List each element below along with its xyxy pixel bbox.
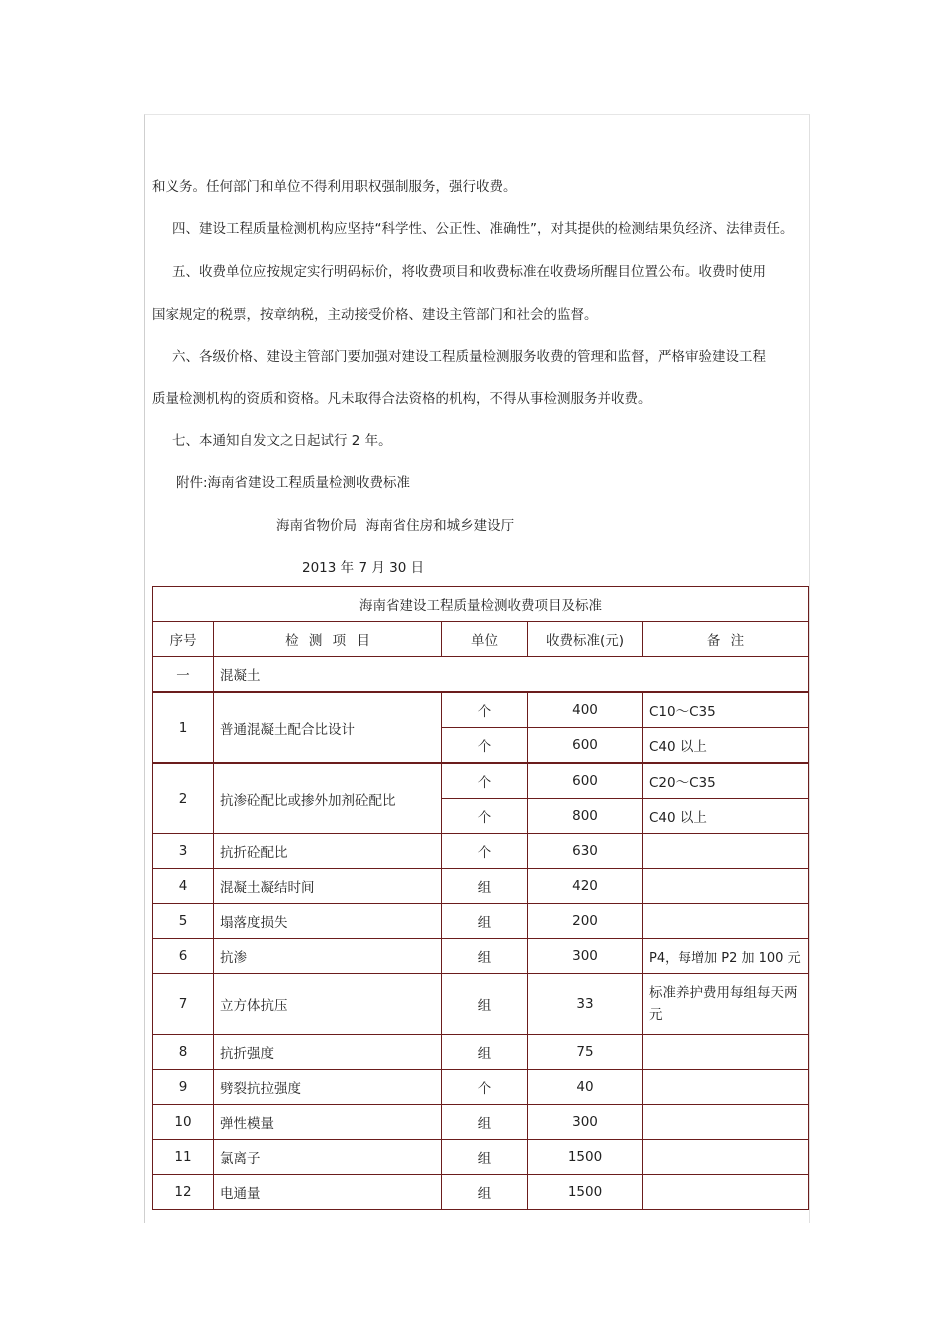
row-note <box>643 869 809 904</box>
row-fee: 800 <box>528 799 643 834</box>
row-unit: 组 <box>442 1175 528 1210</box>
row-item: 普通混凝土配合比设计 <box>214 692 442 763</box>
row-note <box>643 904 809 939</box>
table-row <box>153 834 809 869</box>
row-item: 弹性模量 <box>214 1105 442 1140</box>
row-unit: 个 <box>442 763 528 799</box>
row-unit: 组 <box>442 869 528 904</box>
row-unit: 组 <box>442 1035 528 1070</box>
paragraph-3-line-1: 五、收费单位应按规定实行明码标价，将收费项目和收费标准在收费场所醒目位置公布。收费时使用 <box>172 264 766 280</box>
row-note <box>643 1175 809 1210</box>
row-note: 标准养护费用每组每天两元 <box>643 974 809 1035</box>
row-unit: 组 <box>442 1105 528 1140</box>
table-row <box>153 869 809 904</box>
row-note <box>643 1070 809 1105</box>
row-fee: 300 <box>528 939 643 974</box>
row-no: 10 <box>153 1105 214 1140</box>
table-row <box>153 692 809 728</box>
section-row <box>153 657 809 693</box>
row-no: 8 <box>153 1035 214 1070</box>
paragraph-2: 四、建设工程质量检测机构应坚持“科学性、公正性、准确性”，对其提供的检测结果负经济、法律责任。 <box>172 221 794 237</box>
table-row <box>153 763 809 799</box>
row-fee: 400 <box>528 692 643 728</box>
row-item: 立方体抗压 <box>214 974 442 1035</box>
table-row <box>153 939 809 974</box>
row-unit: 个 <box>442 692 528 728</box>
row-note: C40 以上 <box>643 799 809 834</box>
row-item: 氯离子 <box>214 1140 442 1175</box>
row-no: 12 <box>153 1175 214 1210</box>
table-row <box>153 1070 809 1105</box>
row-note <box>643 834 809 869</box>
row-no: 9 <box>153 1070 214 1105</box>
row-no: 5 <box>153 904 214 939</box>
row-fee: 600 <box>528 728 643 764</box>
row-note: P4，每增加 P2 加 100 元 <box>643 939 809 974</box>
row-unit: 组 <box>442 939 528 974</box>
row-item: 抗折砼配比 <box>214 834 442 869</box>
table-row <box>153 1105 809 1140</box>
row-unit: 组 <box>442 974 528 1035</box>
row-no: 7 <box>153 974 214 1035</box>
row-unit: 个 <box>442 799 528 834</box>
paragraph-4-line-1: 六、各级价格、建设主管部门要加强对建设工程质量检测服务收费的管理和监督，严格审验建设工程 <box>172 349 766 365</box>
row-note: C40 以上 <box>643 728 809 764</box>
table-title: 海南省建设工程质量检测收费项目及标准 <box>153 587 809 622</box>
header-item: 检 测 项 目 <box>214 622 442 657</box>
row-fee: 75 <box>528 1035 643 1070</box>
row-note: C10～C35 <box>643 692 809 728</box>
paragraph-4-line-2: 质量检测机构的资质和资格。凡未取得合法资格的机构，不得从事检测服务并收费。 <box>152 391 652 407</box>
header-no: 序号 <box>153 622 214 657</box>
issuer-line: 海南省物价局 海南省住房和城乡建设厅 <box>276 518 515 534</box>
section-no: 一 <box>153 657 214 693</box>
row-note: C20～C35 <box>643 763 809 799</box>
row-item: 劈裂抗拉强度 <box>214 1070 442 1105</box>
row-fee: 420 <box>528 869 643 904</box>
paragraph-3-line-2: 国家规定的税票，按章纳税，主动接受价格、建设主管部门和社会的监督。 <box>152 307 598 323</box>
row-note <box>643 1035 809 1070</box>
section-name: 混凝土 <box>214 657 809 693</box>
row-item: 抗折强度 <box>214 1035 442 1070</box>
row-item: 混凝土凝结时间 <box>214 869 442 904</box>
row-unit: 组 <box>442 1140 528 1175</box>
header-fee: 收费标准(元) <box>528 622 643 657</box>
row-unit: 个 <box>442 1070 528 1105</box>
row-unit: 组 <box>442 904 528 939</box>
row-fee: 40 <box>528 1070 643 1105</box>
attachment-line: 附件:海南省建设工程质量检测收费标准 <box>176 475 411 491</box>
table-row <box>153 1140 809 1175</box>
table-row <box>153 1175 809 1210</box>
row-no: 6 <box>153 939 214 974</box>
table-row <box>153 974 809 1035</box>
table-header-row <box>153 622 809 657</box>
header-note: 备 注 <box>643 622 809 657</box>
row-fee: 33 <box>528 974 643 1035</box>
table-row <box>153 1035 809 1070</box>
row-fee: 630 <box>528 834 643 869</box>
row-item: 抗渗砼配比或掺外加剂砼配比 <box>214 763 442 834</box>
row-no: 4 <box>153 869 214 904</box>
table-row <box>153 904 809 939</box>
row-unit: 个 <box>442 834 528 869</box>
row-no: 1 <box>153 692 214 763</box>
row-no: 3 <box>153 834 214 869</box>
row-no: 11 <box>153 1140 214 1175</box>
row-fee: 1500 <box>528 1175 643 1210</box>
row-item: 塌落度损失 <box>214 904 442 939</box>
row-no: 2 <box>153 763 214 834</box>
table-title-row <box>153 587 809 622</box>
date-line: 2013 年 7 月 30 日 <box>302 560 425 576</box>
header-unit: 单位 <box>442 622 528 657</box>
fee-table <box>152 586 809 1210</box>
row-fee: 1500 <box>528 1140 643 1175</box>
paragraph-5: 七、本通知自发文之日起试行 2 年。 <box>172 433 392 449</box>
row-item: 电通量 <box>214 1175 442 1210</box>
row-unit: 个 <box>442 728 528 764</box>
row-note <box>643 1140 809 1175</box>
row-fee: 600 <box>528 763 643 799</box>
row-item: 抗渗 <box>214 939 442 974</box>
row-fee: 200 <box>528 904 643 939</box>
row-note <box>643 1105 809 1140</box>
paragraph-1: 和义务。任何部门和单位不得利用职权强制服务，强行收费。 <box>152 179 517 195</box>
row-fee: 300 <box>528 1105 643 1140</box>
